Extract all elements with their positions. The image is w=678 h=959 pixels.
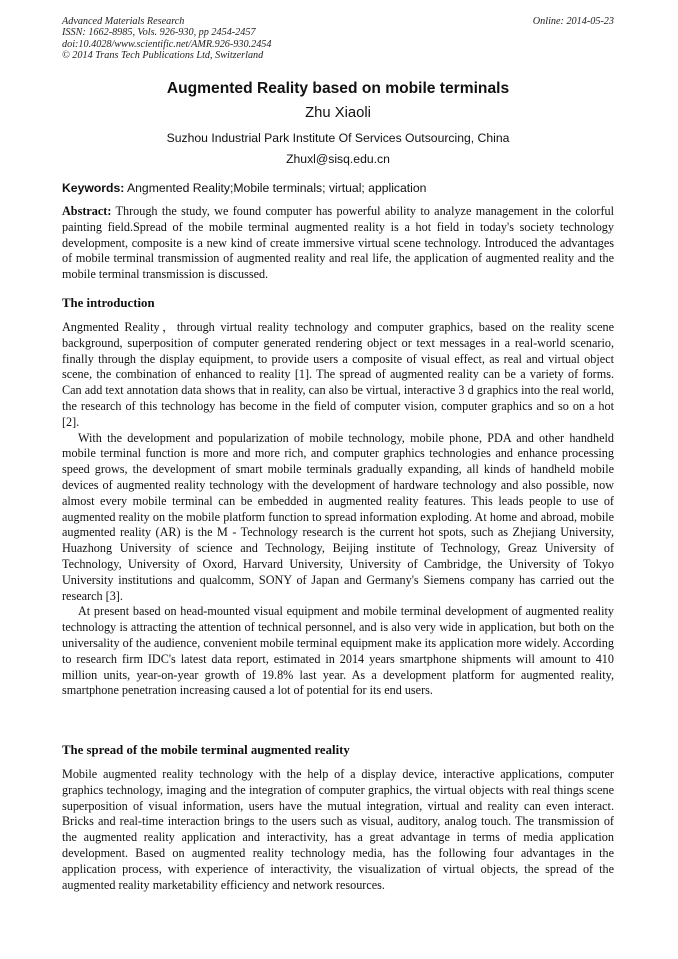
doi-line: doi:10.4028/www.scientific.net/AMR.926-930.2454	[62, 38, 272, 50]
paper-title: Augmented Reality based on mobile terminals	[166, 80, 510, 97]
keywords	[62, 181, 614, 195]
paragraph: At present based on head-mounted visual equipment and mobile terminal development of augmented reality technology is attracting the attention of technical personnel, and is also very wide in application, but both on the universality of the audience, convenient mobile terminal equipment make its application more widely. According to research firm IDC's latest data report, estimated in 2014 years smartphone shipments will amount to 410 million units, year-on-year growth of 19.8% last year. As a development platform for augmented reality, smartphone penetration increasing caused a lot of potential for its end users.	[62, 604, 614, 698]
author-email: Zhuxl@sisq.edu.cn	[286, 152, 390, 166]
affiliation: Suzhou Industrial Park Institute Of Services Outsourcing, China	[166, 131, 510, 145]
section-spread	[62, 767, 614, 893]
abstract-text: Through the study, we found computer has powerful ability to analyze management in the colorful painting field.Spread of the mobile terminal augmented reality is a hot field in today's society technology development, composite is a new kind of create immersive virtual scene technology. Introduced the advantages of mobile terminal transmission of augmented reality and real life, the application of augmented reality and the mobile terminal transmission is discussed.	[62, 204, 614, 282]
author-name: Zhu Xiaoli	[305, 105, 371, 121]
section-introduction	[62, 320, 614, 699]
journal-name: Advanced Materials Research	[62, 16, 185, 27]
online-date: Online: 2014-05-23	[532, 16, 614, 27]
keywords-text: Angmented Reality;Mobile terminals; virtual; application	[124, 181, 427, 195]
keywords-label: Keywords:	[62, 181, 125, 195]
abstract-label: Abstract:	[62, 204, 112, 218]
paragraph: Angmented Reality，through virtual reality technology and computer graphics, based on the reality scene background, superposition of computer generated rendering object or text messages in a real-world scenario, finally through the display equipment, to provide users a composite of visual effect, as real and virtual object scene, the combination of enhanced to reality [1]. The spread of augmented reality can be a variety of forms. Can add text annotation data shows that in reality, can also be virtual, interactive 3 d graphics into the real world, the research of this technology has become in the field of computer vision, computer graphics and so on a hot [2].	[62, 320, 614, 429]
paragraph: Mobile augmented reality technology with the help of a display device, interactive applications, computer graphics technology, imaging and the integration of computer graphics, the virtual objects with real things scene superposition of visual information, users have the mutual integration, virtual and reality can even interact. Bricks and real-time interaction brings to the users such as visual, auditory, analog touch. The transmission of the augmented reality application and interactivity, has a great advantage in terms of media application development. Based on augmented reality technology media, has the following four advantages in the application process, with experience of interactivity, the visualization of virtual objects, the spread of the augmented reality marketability efficiency and network resources.	[62, 767, 614, 892]
issn-line: ISSN: 1662-8985, Vols. 926-930, pp 2454-2457	[62, 27, 256, 39]
section-heading-spread: The spread of the mobile terminal augmented reality	[62, 743, 350, 757]
journal-header	[62, 16, 614, 62]
abstract	[62, 204, 614, 283]
section-heading-introduction: The introduction	[62, 296, 155, 310]
paragraph: With the development and popularization of mobile technology, mobile phone, PDA and other handheld mobile terminal function is more and more rich, and computer graphics technologies and enhance processing speed grows, the development of smart mobile terminals gradually expanding, all kinds of handheld mobile devices of augmented reality technology with the development of hardware technology and also possible, now almost every mobile terminal can be embedded in augmented reality features. This leads people to use of augmented reality on the mobile platform function to spread information exploding. At home and abroad, mobile augmented reality (AR) is the M - Technology research is the current hot spots, such as Zhejiang University, Huazhong University of science and Technology, Beijing institute of Technology, Greaz University of Technology, University of Oxord, Harvard University, University of Cambridge, the University of Tokyo University institutions and qualcomm, SONY of Japan and Germany's Siemens company has carried out the research [3].	[62, 430, 614, 603]
copyright-line: © 2014 Trans Tech Publications Ltd, Switzerland	[62, 50, 264, 62]
